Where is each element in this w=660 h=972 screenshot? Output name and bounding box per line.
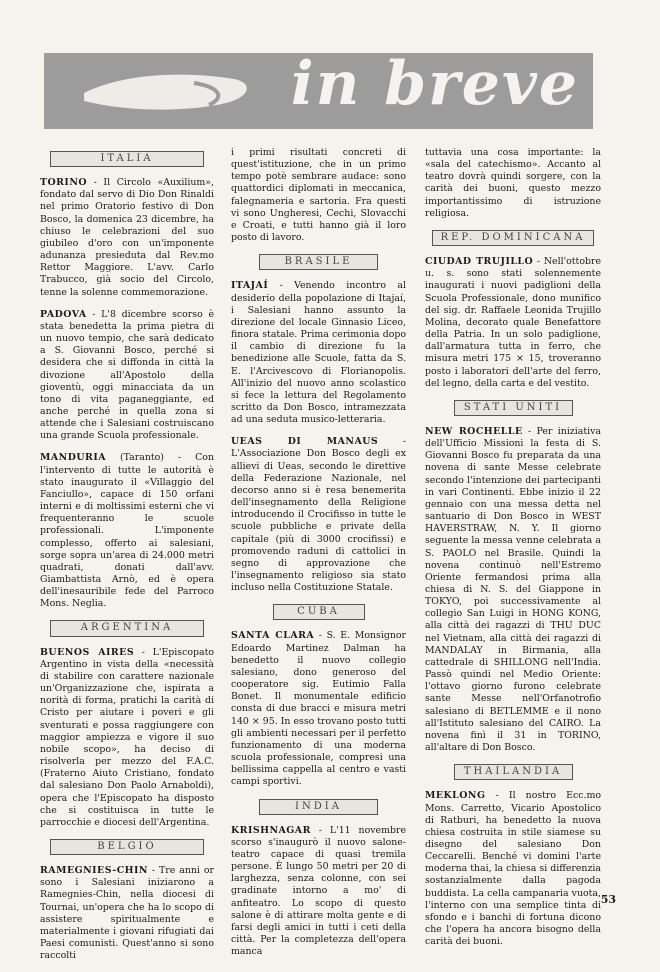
news-paragraph <box>231 147 406 244</box>
place-name: UEAS DI MANAUS <box>231 436 379 448</box>
paragraph-text: - Per iniziativa dell'Ufficio Missioni la festa di S. Giovanni Bosco fu preparata da una novena di sante Messe celebrate secondo l'intenzione dei partecipanti in vari Continenti. Ebbe inizio il 22 gennaio con una messa detta nel santuario di Don Bosco in WEST HAVERSTRAW, N. Y. Il giorno seguente la messa venne celebrata a S. PAOLO nel Brasile. Quindi la novena continuò nell'Estremo Oriente fermandosi prima alla chiesa di N. S. del Giappone in TOKYO, poi successivamente al collegio San Luigi in HONG KONG, alla città dei ragazzi di THU DUC nel Vietnam, alla città dei ragazzi di MANDALAY in Birmania, alla cattedrale di SHILLONG nell'India. Passò quindi nel Medio Oriente: l'ottavo giorno furono celebrate sante Messe nell'Orfanotrofio salesiano di BETLEMME e il nono all'Istituto salesiano del CAIRO. La novena finì il 31 in TORINO, all'altare di Don Bosco. <box>425 425 601 754</box>
country-heading: BRASILE <box>259 254 378 270</box>
place-name: NEW ROCHELLE <box>425 425 523 437</box>
paragraph-text: - L'8 dicembre scorso è stata benedetta la prima pietra di un nuovo tempio, che sarà dedicato a S. Giovanni Bosco, perché si desidera che si diffonda in città la divozione all'Apostolo della gioventù, oggi minacciata da un tono di vita paganeggiante, ed anche perché in quella zona si attende che i Salesiani costruiscano una grande Scuola professionale. <box>40 308 214 442</box>
news-paragraph <box>40 647 214 829</box>
country-heading: INDIA <box>259 799 378 815</box>
news-paragraph <box>231 280 406 426</box>
country-heading: BELGIO <box>50 839 204 855</box>
news-paragraph <box>231 630 406 788</box>
country-heading: CUBA <box>273 604 365 620</box>
place-name: MANDURIA <box>40 452 106 464</box>
place-name: RAMEGNIES-CHIN <box>40 865 148 877</box>
column-2 <box>231 147 406 968</box>
place-name: MEKLONG <box>425 790 486 802</box>
paragraph-text: - L'Associazione Don Bosco degli ex allievi di Ueas, secondo le direttive della Federazione Nazionale, nel decorso anno si è resa benemerita dell'insegnamento della Religione introducendo il Crocifisso in tutte le scuole pubbliche e private della capitale (più di 3000 crocifissi) e promovendo raduni di cattolici in segno di approvazione che l'insegnamento religioso sia stato incluso nella Costituzione Statale. <box>231 436 406 594</box>
paragraph-text: - S. E. Monsignor Edoardo Martinez Dalman ha benedetto il nuovo collegio salesiano, dono generoso del cooperatore sig. Eutimio Falla Bonet. Il monumentale edificio consta di due bracci e misura metri 140 × 95. In esso trovano posto tutti gli ambienti necessari per il perfetto funzionamento di una moderna scuola professionale, compresi una bellissima cappella al centro e vasti campi sportivi. <box>231 630 406 788</box>
paragraph-text: - Nell'ottobre u. s. sono stati solennemente inaugurati i nuovi padiglioni della Scuola Professionale, dono munifico del sig. dr. Raffaele Leonida Trujillo Molina, decorato quale Benefattore della Patria. In un solo padiglione, dall'armatura tutta in ferro, che misura metri 175 × 15, troveranno posto i laboratori dell'arte del ferro, del legno, della carta e del vestito. <box>425 256 601 389</box>
news-paragraph <box>425 147 601 220</box>
news-paragraph <box>231 436 406 594</box>
paragraph-text: - Venendo incontro al desiderio della popolazione di Itajaí, i Salesiani hanno assunto la direzione del locale Ginnasio Liceo, finora statale. Prima cerimonia dopo il cambio di direzione fu la benedizione alle Scuole, fatta da S. E. l'Arcivescovo di Florianopolis. All'inizio del nuovo anno scolastico si fece la lettura del Regolamento scritto da Don Bosco, intramezzata ad una seduta musico-letteraria. <box>231 280 406 426</box>
paragraph-text: i primi risultati concreti di quest'istituzione, che in un primo tempo potè sembrare audace: sono quattordici diplomati in meccanica, falegnameria e sartoria. Fra questi vi sono Ungheresi, Cechi, Slovacchi e Croati, e tutti hanno già il loro posto di lavoro. <box>231 147 406 244</box>
banner-title: in breve <box>290 49 579 119</box>
paragraph-text: - L'Episcopato Argentino in vista della «necessità di stabilire con carattere nazionale un'Organizzazione che, ispirata a norità di forma, pratichi la carità di Cristo per aiutare i poveri e gli sventurati e possa raggiungere con maggior ampiezza e vigore il suo nobile scopo», ha deciso di risolverla per mezzo del F.A.C. (Fraterno Aiuto Cristiano, fondato dal salesiano Don Paolo Arnaboldi), opera che l'Episcopato ha disposto che si costituisca in tutte le parrocchie e diocesi dell'Argentina. <box>40 646 214 828</box>
section-banner <box>44 49 593 129</box>
paragraph-text: (Taranto) - Con l'intervento di tutte le autorità è stato inaugurato il «Villaggio del Fanciullo», capace di 150 orfani interni e di moltissimi esterni che vi frequenteranno le scuole professionali. L'imponente complesso, offerto ai salesiani, sorge sopra un'area di 24.000 metri quadrati, donati dall'avv. Giambattista Arnò, ed è opera dell'inesauribile fede del Parroco Mons. Neglia. <box>40 452 214 610</box>
country-heading: ARGENTINA <box>50 620 204 636</box>
column-1 <box>40 147 214 972</box>
news-paragraph <box>40 865 214 962</box>
place-name: SANTA CLARA <box>231 630 315 642</box>
news-paragraph <box>425 426 601 754</box>
country-heading: THAILANDIA <box>454 764 573 780</box>
place-name: CIUDAD TRUJILLO <box>425 256 534 268</box>
news-paragraph <box>425 256 601 390</box>
news-paragraph <box>231 825 406 959</box>
news-paragraph <box>40 309 214 443</box>
country-heading: REP. DOMINICANA <box>432 230 594 246</box>
place-name: TORINO <box>40 177 88 189</box>
paragraph-text: - Il Circolo «Auxilium», fondato dal servo di Dio Don Rinaldi nel primo Oratorio festivo di Don Bosco, la domenica 23 dicembre, ha chiuso le celebrazioni del suo giubileo d'oro con un'imponente adunanza presieduta dal Rev.mo Rettor Maggiore. L'avv. Carlo Trabucco, già socio del Circolo, tenne la solenne commemorazione. <box>40 177 214 298</box>
paragraph-text: - Il nostro Ecc.mo Mons. Carretto, Vicario Apostolico di Ratburi, ha benedetto la nuova chiesa costruita in stile siamese su disegno del salesiano Don Ceccarelli. Benché vi domini l'arte moderna thai, la chiesa si differenzia sostanzialmente dalla pagoda buddista. La cella campanaria vuota, l'interno con una semplice tinta di sfondo e i banchi di fortuna dicono che l'opera ha ancora bisogno della carità dei buoni. <box>425 790 601 948</box>
paragraph-text: - Tre anni or sono i Salesiani iniziarono a Ramegnies-Chin, nella diocesi di Tournai, un'opera che ha lo scopo di assistere spiritualmente e materialmente i giovani rifugiati dai Paesi comunisti. Quest'anno si sono raccolti <box>40 865 214 962</box>
place-name: KRISHNAGAR <box>231 824 311 836</box>
place-name: BUENOS AIRES <box>40 646 135 658</box>
paragraph-text: tuttavia una cosa importante: la «sala del catechismo». Accanto al teatro dovrà quindi sorgere, con la carità dei buoni, questo mezzo importantissimo di istruzione religiosa. <box>425 147 601 219</box>
news-paragraph <box>40 177 214 299</box>
news-paragraph <box>40 452 214 610</box>
place-name: PADOVA <box>40 308 87 320</box>
country-heading: ITALIA <box>50 151 204 167</box>
page-number: 53 <box>600 893 616 906</box>
column-3 <box>425 147 601 958</box>
place-name: ITAJAÍ <box>231 280 269 292</box>
news-paragraph <box>425 790 601 948</box>
paragraph-text: - L'11 novembre scorso s'inaugurò il nuovo salone-teatro capace di quasi tremila persone. È lungo 50 metri per 20 di larghezza, senza colonne, con sei gradinate intorno a mo' di anfiteatro. Lo scopo di questo salone è di attirare molta gente e di farsi degli amici in tutti i ceti della città. Per la completezza dell'opera manca <box>231 824 406 958</box>
country-heading: STATI UNITI <box>454 400 573 416</box>
